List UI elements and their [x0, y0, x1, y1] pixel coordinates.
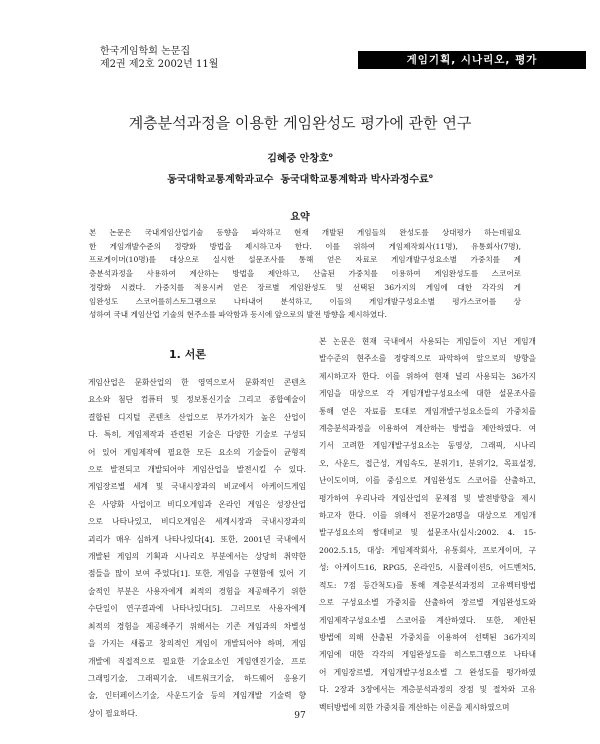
abstract-line: 임완성도 스코어를히스토그램으로 나타내어 분석하고, 이들의 게임개발구성요소별 평가스코어를 상 — [89, 296, 521, 306]
text-line: 그래밍기술, 그래픽기술, 네트워크기술, 하드웨어 응용기 — [88, 673, 306, 683]
text-line: 수단일이 연구결과에 나타나있다[5]. 그러므로 사용자에게 — [88, 604, 306, 614]
text-line: 게임산업은 문화산업의 한 영역으로서 문화적인 콘텐츠 — [88, 378, 306, 387]
text-line: 다. 2장과 3장에서는 계층분석과정의 장점 및 절차와 고유 — [319, 685, 536, 695]
journal-issue: 제2권 제2호 2002년 11월 — [100, 58, 219, 70]
text-line: 제시하고자 한다. 이를 위하여 현재 널리 사용되는 36가지 — [319, 371, 536, 381]
journal-name: 한국게임학회 논문집 — [100, 46, 191, 57]
abstract-body — [89, 226, 521, 322]
text-line: 계층분석과정을 이용하여 계산하는 방법을 제안하였다. 여 — [319, 424, 536, 434]
left-column — [88, 374, 306, 722]
text-line: 게임장르별 세계 및 국내시장과의 비교에서 아케이드게임 — [88, 482, 306, 492]
text-line: 벡터방법에 의한 가중치를 계산하는 이론을 제시하였으며 — [319, 702, 510, 712]
text-line: 어 게임장르별, 게임개발구성요소별 그 완성도를 평가하였 — [319, 667, 536, 677]
text-line: 하고자 한다. 이를 위해서 전문가28명을 대상으로 게임개 — [319, 511, 536, 521]
text-line: 점들을 많이 보여 주었다[1]. 또한, 게임을 구현함에 있어 기 — [88, 569, 306, 579]
author-names — [0, 147, 600, 168]
abstract-heading: 요약 — [290, 212, 310, 223]
abstract-line: 본 논문은 국내게임산업기술 동향을 파악하고 현재 개발된 게임들의 완성도를 상대평가 하는데필요 — [89, 228, 521, 237]
text-line: 술적인 부분은 사용자에게 최적의 경험을 제공해주기 위한 — [88, 586, 306, 596]
text-line: 게임에 대한 각각의 게임완성도를 히스토그램으로 나타내 — [319, 650, 536, 660]
abstract-line: 층분석과정을 사용하여 계산하는 방법을 제안하고, 산출된 가중치를 이용하여 게임완성도를 스코어로 — [89, 269, 521, 279]
text-line: 발수준의 현주소를 정량적으로 파악하여 앞으로의 방향을 — [319, 354, 536, 364]
text-line: 방법에 의해 산출된 가중치를 이용하여 선택된 36가지의 — [319, 632, 536, 642]
page-number: 97 — [294, 711, 306, 721]
affiliation-marker: o — [428, 173, 433, 181]
text-line: 개발된 게임의 기획과 시나리오 부분에서는 상당히 취약한 — [88, 552, 306, 562]
abstract-line: 성하여 국내 게임산업 기술의 현주소를 파악함과 동시에 앞으로의 발전 방향을 제시하였다. — [89, 310, 387, 320]
text-line: 개발에 직접적으로 필요한 기술요소인 게임엔진기술, 프로 — [88, 656, 306, 666]
text-line: 성: 아케이드16, RPG5, 온라인5, 시뮬레이션5, 어드벤처5, — [319, 563, 536, 573]
text-line: 오, 사운드, 접근성, 게임속도, 분위기1, 분위기2, 목표설정, — [319, 458, 536, 468]
text-line: 으로 발전되고 개발되어야 게임산업을 발전시킬 수 있다. — [88, 465, 306, 475]
text-line: 최적의 경험을 제공해주기 위해서는 기존 게임과의 차별성 — [88, 621, 306, 631]
text-line: 괴리가 매우 심하게 나타나있다[4]. 또한, 2001년 국내에서 — [88, 534, 306, 544]
abstract-line: 한 게임개발수준의 정량화 방법을 제시하고자 한다. 이를 위하여 게임제작회사(11명), 유통회사(7명), — [89, 241, 521, 251]
section-tag: 게임기획, 시나리오, 평가 — [358, 51, 586, 69]
text-line: 통해 얻은 자료를 토대로 게임개발구성요소들의 가중치를 — [319, 406, 536, 416]
author-affiliations — [0, 168, 600, 189]
abstract-line: 정량화 시켰다. 가중치를 적용시켜 얻은 장르별 게임완성도 및 선택된 36가지의 게임에 대한 각각의 게 — [89, 282, 521, 292]
text-line: 적도: 7점 등간척도)를 통해 계층분석과정의 고유벡터방법 — [319, 580, 536, 590]
text-line: 을 가지는 새롭고 창의적인 게임이 개발되어야 하며, 게임 — [88, 639, 306, 649]
text-line: 요소와 첨단 컴퓨터 및 정보통신기술 그리고 종합예술이 — [88, 395, 306, 405]
text-line: 게임을 대상으로 각 게임개발구성요소에 대한 설문조사를 — [319, 389, 536, 399]
text-line: 평가하여 우리나라 게임산업의 문제점 및 발전방향을 제시 — [319, 493, 536, 503]
text-line: 결합된 디지털 콘텐츠 산업으로 부가가치가 높은 산업이 — [88, 412, 306, 422]
text-line: 2002.5.15, 대상: 게임제작회사, 유통회사, 프로게이머, 구 — [319, 545, 536, 555]
text-line: 기서 고려한 게임개발구성요소는 동영상, 그래픽, 시나리 — [319, 441, 536, 451]
section-heading: 1. 서론 — [169, 348, 206, 361]
journal-info — [100, 46, 218, 71]
author-marker: o — [328, 152, 333, 159]
authors-block — [0, 147, 600, 190]
text-line: 으로 구성요소별 가중치를 산출하여 장르별 게임완성도와 — [319, 598, 536, 608]
paper-title: 계층분석과정을 이용한 게임완성도 평가에 관한 연구 — [128, 114, 472, 132]
text-line: 게임제작구성요소별 스코어를 계산하였다. 또한, 제안된 — [319, 615, 536, 625]
text-line: 다. 특히, 게임제작과 관련된 기술은 다양한 기술로 구성되 — [88, 430, 306, 440]
text-line: 어 있어 게임제작에 필요한 모든 요소의 기술들이 균형적 — [88, 447, 306, 457]
text-line: 발구성요소의 쌍대비교 및 설문조사(실시:2002. 4. 15- — [319, 528, 536, 538]
text-line: 으로 나타나있고, 비디오게임은 세계시장과 국내시장과의 — [88, 517, 306, 527]
affiliation-1: 동국대학교통계학과교수 — [167, 174, 274, 186]
author-names-text: 김혜중 안창호 — [267, 153, 329, 165]
text-line: 난이도이며, 이를 중심으로 게임완성도 스코어를 산출하고, — [319, 476, 536, 486]
text-line: 상이 필요하다. — [88, 708, 138, 718]
abstract-line: 프로게이머(10명)를 대상으로 실시한 설문조사를 통해 얻은 자료로 게임개발구성요소별 가중치를 계 — [89, 255, 521, 265]
affiliation-2: 동국대학교통계학과 박사과정수료 — [280, 174, 429, 186]
right-column — [319, 333, 536, 716]
text-line: 본 논문은 현재 국내에서 사용되는 게임들이 지닌 게임개 — [319, 337, 536, 346]
text-line: 은 사양화 사업이고 비디오게임과 온라인 게임은 성장산업 — [88, 499, 306, 509]
text-line: 술, 인터페이스기술, 사운드기술 등의 게임개발 기술력 향 — [88, 691, 306, 701]
